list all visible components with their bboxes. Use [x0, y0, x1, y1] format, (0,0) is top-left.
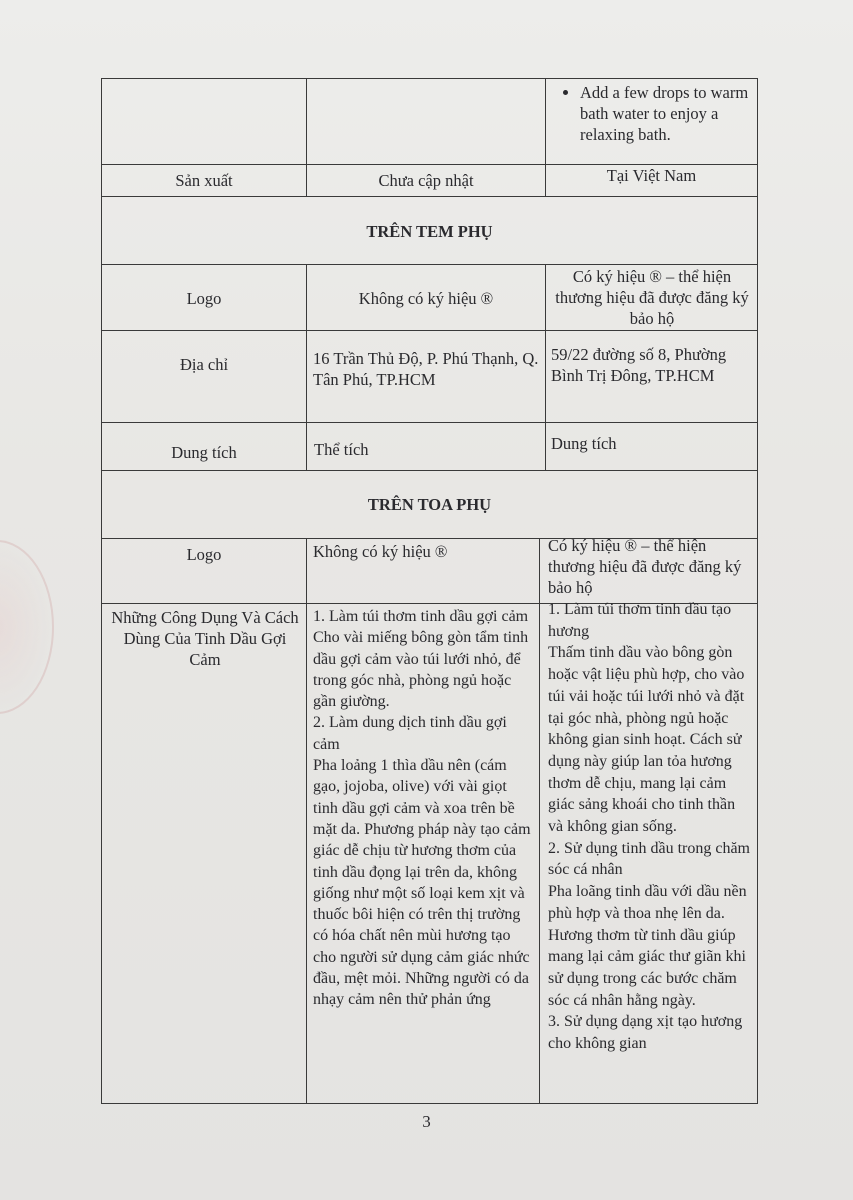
- dung-tich-col3: Dung tích: [551, 434, 617, 453]
- bullet-list: [558, 82, 754, 145]
- dung-tich-col2: Thể tích: [314, 440, 369, 459]
- cong-dung-col3: 1. Làm túi thơm tinh dầu tạo hương Thấm tinh dầu vào bông gòn hoặc vật liệu phù hợp, cho vào túi vải hoặc túi lưới nhỏ và đặt tại góc nhà, phòng ngủ hoặc không gian sinh hoạt. Cách sử dụng này giúp lan tỏa hương thơm dễ chịu, mang lại cảm giác sảng khoái cho tinh thần và không gian sống. 2. Sử dụng tinh dầu trong chăm sóc cá nhân Pha loãng tinh dầu với dầu nền phù hợp và thoa nhẹ lên da. Hương thơm từ tinh dầu giúp mang lại cảm giác thư giãn khi sử dụng trong các bước chăm sóc cá nhân hằng ngày. 3. Sử dụng dạng xịt tạo hương cho không gian: [548, 601, 750, 1053]
- table-border-top: [101, 78, 758, 79]
- logo-tem-col3: Có ký hiệu ® – thể hiện thương hiệu đã được đăng ký bảo hộ: [555, 267, 749, 328]
- logo-tem-label: Logo: [186, 289, 222, 308]
- row-separator: [101, 264, 758, 265]
- cong-dung-col2: 1. Làm túi thơm tinh dầu gợi cảm Cho vài miếng bông gòn tẩm tinh dầu gợi cảm vào túi lưới nhỏ, để trong góc nhà, phòng ngủ hoặc gần giường. 2. Làm dung dịch tinh dầu gợi cảm Pha loảng 1 thìa dầu nên (cám gạo, jojoba, olive) với vài giọt tinh dầu gợi cảm và xoa trên bề mặt da. Phương pháp này tạo cảm giác dễ chịu từ hương thơm của tinh dầu đọng lại trên da, không giống như một số loại kem xịt và thuốc bôi hiện có trên thị trường có hóa chất nên mùi hương tạo cho người sử dụng cảm giác nhức đầu, mệt mỏi. Những người có da nhạy cảm nên thử phản ứng: [313, 608, 531, 1009]
- table-border-bottom: [101, 1103, 758, 1104]
- dia-chi-col3: 59/22 đường số 8, Phường Bình Trị Đông, TP.HCM: [551, 345, 727, 385]
- cong-dung-label: Những Công Dụng Và Cách Dùng Của Tinh Dầu Gợi Cảm: [111, 608, 299, 669]
- dung-tich-label: Dung tích: [171, 443, 237, 462]
- dia-chi-label: Địa chỉ: [179, 355, 229, 374]
- column-divider: [545, 264, 546, 470]
- logo-toa-label: Logo: [186, 545, 222, 564]
- table-border-right: [757, 78, 758, 1104]
- column-divider: [539, 538, 540, 1104]
- row-separator: [101, 196, 758, 197]
- usage-english-cell: [558, 82, 754, 145]
- page-number: 3: [422, 1112, 431, 1131]
- column-divider: [306, 538, 307, 1104]
- logo-tem-col2: Không có ký hiệu ®: [358, 289, 494, 308]
- dia-chi-col2: 16 Trần Thủ Độ, P. Phú Thạnh, Q. Tân Phú, TP.HCM: [313, 349, 539, 389]
- bullet-item: • Add a few drops to warm bath water to enjoy a relaxing bath.: [580, 82, 754, 145]
- section-heading-tem-phu: TRÊN TEM PHỤ: [366, 222, 493, 241]
- row-separator: [101, 470, 758, 471]
- section-heading-toa-phu: TRÊN TOA PHỤ: [367, 495, 492, 514]
- red-stamp-mark: [0, 540, 54, 714]
- san-xuat-label: Sản xuất: [175, 171, 233, 190]
- logo-toa-col2: Không có ký hiệu ®: [313, 542, 448, 561]
- san-xuat-col3: Tại Việt Nam: [606, 166, 697, 185]
- row-separator: [101, 330, 758, 331]
- row-separator: [101, 422, 758, 423]
- san-xuat-col2: Chưa cập nhật: [378, 171, 474, 190]
- logo-toa-col3: Có ký hiệu ® – thể hiện thương hiệu đã được đăng ký bảo hộ: [548, 536, 742, 597]
